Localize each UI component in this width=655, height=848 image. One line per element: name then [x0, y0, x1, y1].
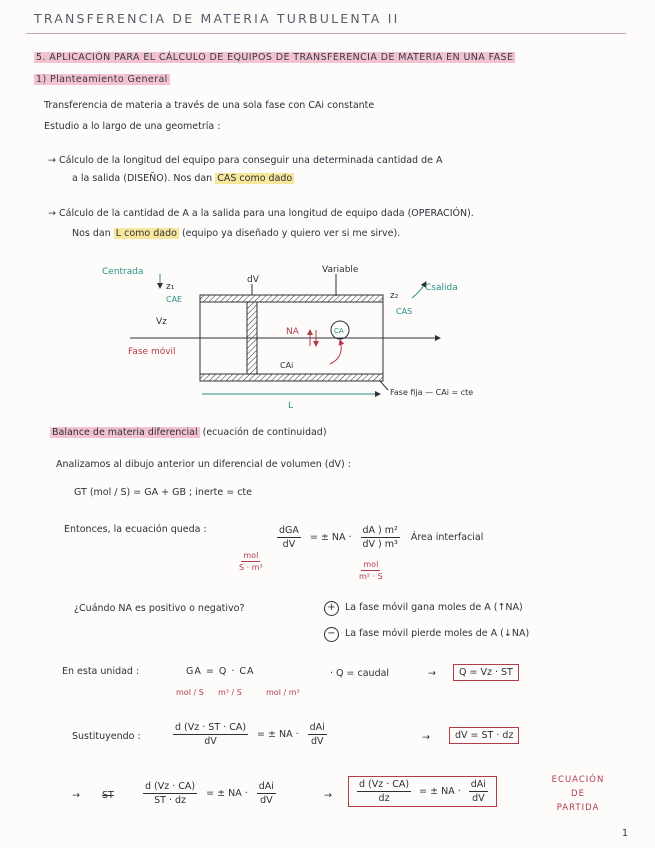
- dv-2: dV ) m³: [362, 539, 398, 550]
- da-dv-fraction: [361, 525, 400, 550]
- plus-text: La fase móvil gana moles de A (↑NA): [345, 602, 523, 613]
- arrow-right-icon: →: [72, 790, 80, 801]
- box-fraction-2: [469, 779, 488, 804]
- subsection-heading: [34, 74, 170, 85]
- final-den: ST · dz: [154, 795, 187, 806]
- balance-line-1: Analizamos al dibujo anterior un diferencial de volumen (dV) :: [56, 459, 351, 470]
- box-num-2: dAi: [470, 779, 486, 790]
- entrada-label: Centrada: [102, 267, 144, 277]
- bullet-1-line-2: [72, 173, 294, 184]
- unit-1-fraction: [239, 551, 263, 572]
- section-5-title: 5. APLICACIÓN PARA EL CÁLCULO DE EQUIPOS DE TRANSFERENCIA DE MATERIA EN UNA FASE: [36, 52, 514, 63]
- bullet-2-text: Cálculo de la cantidad de A a la salida para una longitud de equipo dada (OPERACIÓN).: [58, 208, 474, 219]
- unit-ca: mol / m³: [266, 688, 300, 697]
- final-mid: = ± NA ·: [206, 788, 248, 799]
- final-num: d (Vz · CA): [145, 781, 196, 792]
- intro-line-2: Estudio a lo largo de una geometría :: [44, 121, 221, 132]
- bullet-1-highlight: CAS como dado: [217, 173, 293, 184]
- entonces-label: Entonces, la ecuación queda :: [64, 524, 207, 535]
- length-label: L: [288, 401, 294, 411]
- box-den: dz: [378, 793, 390, 804]
- arrow-right-icon: →: [48, 208, 59, 219]
- dga: dGA: [279, 525, 299, 536]
- cae-label: CAE: [166, 295, 183, 304]
- balance-heading-main: Balance de materia diferencial: [52, 427, 198, 438]
- sign-question: ¿Cuándo NA es positivo o negativo?: [74, 603, 245, 614]
- unit-1: [236, 551, 266, 572]
- box-fraction-1: [357, 779, 411, 804]
- box-mid: = ± NA ·: [419, 786, 461, 797]
- arrow-right-icon: →: [428, 668, 436, 679]
- balance-heading-sub: (ecuación de continuidad): [202, 427, 327, 438]
- arrow-right-icon: →: [324, 790, 332, 801]
- sust-equation: [170, 722, 330, 747]
- outlet-arrow: [412, 282, 426, 298]
- partida-label: [540, 773, 616, 815]
- unit-q: m³ / S: [218, 688, 242, 697]
- bullet-1-line-1: [48, 155, 443, 166]
- z2-label: z₂: [390, 291, 399, 301]
- minus-text: La fase móvil pierde moles de A (↓NA): [345, 628, 530, 639]
- st-cancel: ST: [102, 790, 114, 801]
- fase-fija-label: Fase fija — CAi = cte: [390, 388, 474, 397]
- equals-na: = ± NA ·: [309, 532, 352, 543]
- dv-label: dV: [247, 275, 259, 285]
- subsection-1-title: 1) Planteamiento General: [36, 74, 168, 85]
- dga-dv-fraction: [277, 525, 301, 550]
- variable-label: Variable: [322, 265, 359, 275]
- ca-label: CA: [334, 327, 344, 335]
- box-den-2: dV: [472, 793, 485, 804]
- partida-label-1: ECUACIÓN: [551, 775, 605, 785]
- sust-den-2: dV: [310, 736, 324, 747]
- unit-1-den: S · m³: [239, 563, 263, 572]
- final-den-2: dV: [260, 795, 273, 806]
- q-definition: · Q = caudal: [330, 668, 390, 679]
- final-fraction-2: [257, 781, 276, 806]
- sign-plus-row: [324, 601, 523, 616]
- plus-icon: +: [324, 601, 339, 616]
- unit-2-num: mol: [363, 560, 379, 569]
- dv-box: dV = ST · dz: [449, 727, 519, 744]
- unidad-label: En esta unidad :: [62, 666, 140, 677]
- sust-fraction-1: [173, 722, 248, 747]
- balance-heading: [50, 427, 327, 438]
- cai-label: CAi: [280, 361, 294, 370]
- bullet-2-highlight: L como dado: [115, 228, 177, 239]
- sign-minus-row: [324, 627, 529, 642]
- page-title: TRANSFERENCIA DE MATERIA TURBULENTA II: [34, 11, 400, 26]
- sust-mid: = ± NA ·: [257, 729, 299, 740]
- partida-box: [348, 776, 497, 807]
- bullet-2-text-3: (equipo ya diseñado y quiero ver si me sirve).: [181, 228, 401, 239]
- partida-label-2: DE: [571, 789, 585, 799]
- dv: dV: [282, 539, 296, 550]
- gt-equation: GT (mol / S) = GA + GB ; inerte = cte: [74, 487, 252, 498]
- top-wall: [200, 295, 383, 302]
- na-label: NA: [286, 327, 299, 337]
- fase-movil-label: Fase móvil: [128, 347, 176, 357]
- arrow-right-icon: →: [422, 732, 430, 743]
- unit-ga: mol / S: [176, 688, 204, 697]
- sust-num-2: dAi: [309, 722, 325, 733]
- intro-line-1: Transferencia de materia a través de una sola fase con CAi constante: [44, 100, 375, 111]
- fase-fija-pointer: [380, 381, 388, 390]
- balance-equation: [274, 525, 483, 550]
- area-interfacial: Área interfacial: [410, 532, 484, 543]
- bullet-1-text: Cálculo de la longitud del equipo para conseguir una determinada cantidad de A: [58, 155, 443, 166]
- cai-arrow: [330, 340, 341, 364]
- title-underline: [26, 33, 626, 34]
- q-box: Q = Vz · ST: [453, 664, 519, 681]
- unit-1-num: mol: [243, 551, 259, 560]
- minus-icon: −: [324, 627, 339, 642]
- bullet-1-text-2: a la salida (DISEÑO). Nos dan: [72, 173, 213, 184]
- sust-fraction-2: [308, 722, 327, 747]
- sust-num: d (Vz · ST · CA): [175, 722, 247, 733]
- unit-2-fraction: [359, 560, 383, 581]
- bottom-wall: [200, 374, 383, 381]
- vz-label: Vz: [156, 317, 167, 327]
- ga-equation: GA = Q · CA: [186, 666, 255, 677]
- final-fraction-1: [143, 781, 197, 806]
- sust-label: Sustituyendo :: [72, 731, 141, 742]
- page-number: 1: [622, 828, 629, 839]
- bullet-2-text-2: Nos dan: [72, 228, 111, 239]
- unit-2: [356, 560, 386, 581]
- sust-den: dV: [204, 736, 217, 747]
- bullet-2-line-2: [72, 228, 400, 239]
- unit-2-den: m² · S: [359, 572, 383, 581]
- arrow-right-icon: →: [48, 155, 59, 166]
- box-num: d (Vz · CA): [359, 779, 410, 790]
- cas-label: CAS: [396, 307, 413, 316]
- salida-label: Csalida: [425, 283, 458, 293]
- final-num-2: dAi: [258, 781, 274, 792]
- bullet-2-line-1: [48, 208, 474, 219]
- partida-label-3: PARTIDA: [556, 803, 600, 813]
- z1-label: z₁: [166, 282, 175, 292]
- section-heading: [34, 52, 515, 63]
- final-equation: [140, 781, 279, 806]
- da: dA ) m²: [362, 525, 398, 536]
